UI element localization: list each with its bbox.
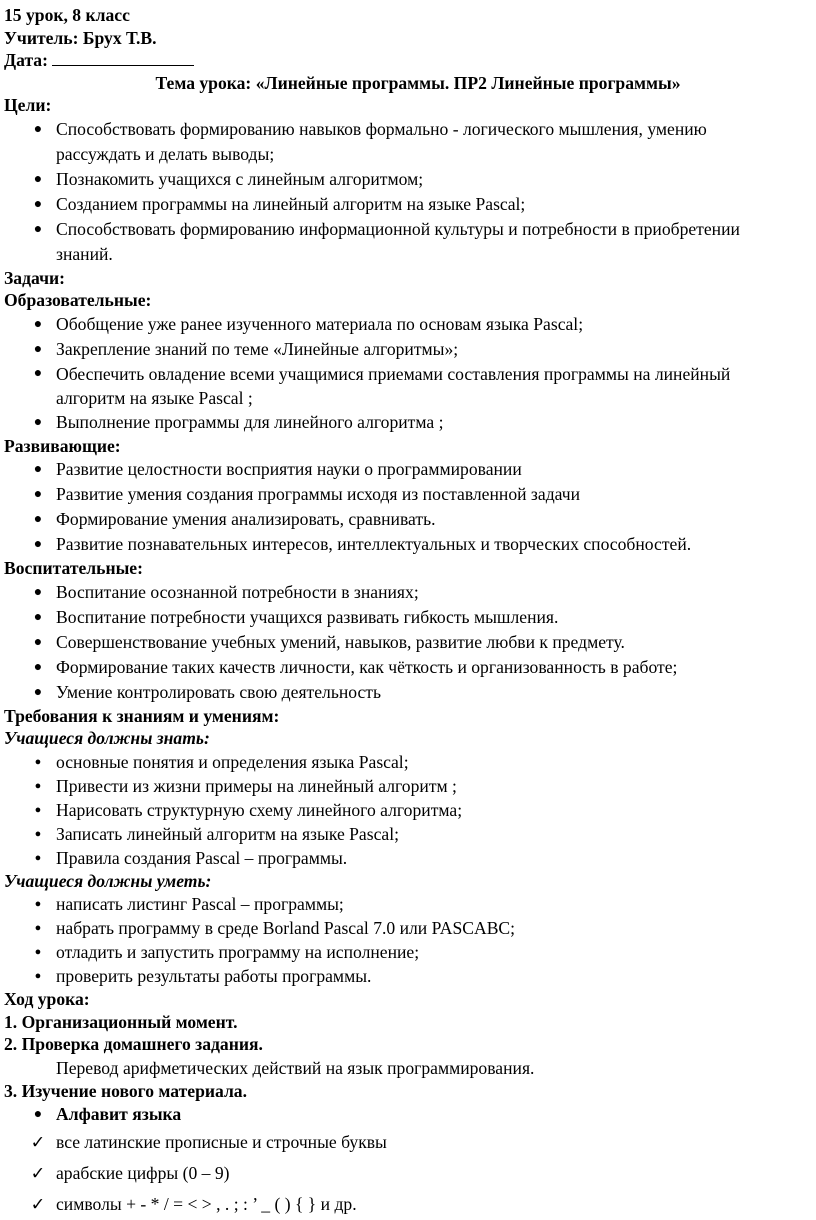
list-item: ● Привести из жизни примеры на линейный алгоритм ; (4, 774, 812, 798)
bullet-icon: ● (33, 584, 43, 600)
list-item: ● Воспитание потребности учащихся развивать гибкость мышления. (4, 605, 812, 630)
list-item: ● Способствовать формированию навыков формально - логического мышления, умению рассуждать и делать выводы; (4, 117, 812, 167)
list-item: ● проверить результаты работы программы. (4, 964, 812, 988)
know-heading: Учащиеся должны знать: (4, 728, 210, 748)
goals-heading: Цели: (4, 95, 52, 115)
bullet-icon: ● (33, 171, 43, 187)
bullet-icon: ● (33, 121, 43, 137)
list-item: ● набрать программу в среде Borland Pascal 7.0 или PASCABC; (4, 916, 812, 940)
list-item: ● Обобщение уже ранее изученного материала по основам языка Pascal; (4, 312, 812, 337)
bullet-icon: ● (33, 512, 43, 527)
list-item: ● Записать линейный алгоритм на языке Pascal; (4, 822, 812, 846)
bullet-icon: ● (33, 414, 43, 430)
list-item: ● написать листинг Pascal – программы; (4, 892, 812, 916)
date-line (4, 49, 812, 72)
list-item: ✓ все латинские прописные и строчные буквы (4, 1127, 812, 1158)
requirements-heading: Требования к знаниям и умениям: (4, 705, 280, 726)
list-item: ● Воспитание осознанной потребности в знаниях; (4, 580, 812, 605)
checkmark-icon: ✓ (30, 1194, 46, 1214)
bullet-icon: ● (33, 1107, 43, 1122)
bullet-icon: ● (33, 365, 43, 381)
alphabet-heading: ● Алфавит языка (4, 1102, 812, 1127)
list-item: ● Формирование умения анализировать, сравнивать. (4, 507, 812, 532)
bullet-icon: ● (34, 970, 42, 982)
developing-list (4, 457, 812, 557)
bullet-icon: ● (34, 827, 42, 840)
bullet-icon: ● (33, 221, 43, 237)
list-item: ● Выполнение программы для линейного алгоритма ; (4, 410, 812, 435)
course-heading: Ход урока: (4, 989, 90, 1009)
list-item: ✓ арабские цифры (0 – 9) (4, 1158, 812, 1189)
list-item: ● Формирование таких качеств личности, как чёткость и организованность в работе; (4, 655, 812, 680)
tasks-heading: Задачи: (4, 267, 65, 288)
bullet-icon: ● (33, 634, 43, 650)
bullet-icon: ● (34, 803, 42, 816)
upbringing-heading: Воспитательные: (4, 558, 143, 578)
bullet-icon: ● (33, 316, 43, 332)
step-organizational: 1. Организационный момент. (4, 1011, 238, 1032)
list-item: ● Развитие умения создания программы исходя из поставленной задачи (4, 482, 812, 507)
bullet-icon: ● (34, 946, 42, 958)
list-item: ● Способствовать формированию информационной культуры и потребности в приобретении знаний. (4, 217, 812, 267)
list-item: ● Развитие целостности восприятия науки о программировании (4, 457, 812, 482)
list-item: ● основные понятия и определения языка Pascal; (4, 750, 812, 774)
list-item: ● Совершенствование учебных умений, навыков, развитие любви к предмету. (4, 630, 812, 655)
goals-list (4, 117, 812, 267)
educational-list (4, 312, 812, 435)
bullet-icon: ● (33, 341, 43, 357)
bullet-icon: ● (34, 851, 42, 864)
list-item: ● Познакомить учащихся с линейным алгоритмом; (4, 167, 812, 192)
homework-text: Перевод арифметических действий на язык программирования. (56, 1057, 535, 1078)
bullet-icon: ● (33, 684, 43, 700)
date-blank (52, 49, 194, 66)
date-label: Дата: (4, 50, 48, 70)
step-homework: 2. Проверка домашнего задания. (4, 1034, 263, 1054)
list-item: ● Правила создания Pascal – программы. (4, 846, 812, 870)
list-item: ● Нарисовать структурную схему линейного алгоритма; (4, 798, 812, 822)
list-item: ● Обеспечить овладение всеми учащимися приемами составления программы на линейный алгоритм на языке Pascal ; (4, 362, 812, 410)
know-list (4, 750, 812, 870)
list-item: ● Закрепление знаний по теме «Линейные алгоритмы»; (4, 337, 812, 362)
bullet-icon: ● (34, 922, 42, 934)
teacher-name: Учитель: Брух Т.В. (4, 27, 157, 48)
bullet-icon: ● (33, 537, 43, 552)
lesson-number: 15 урок, 8 класс (4, 5, 130, 25)
bullet-icon: ● (34, 898, 42, 910)
bullet-icon: ● (33, 609, 43, 625)
developing-heading: Развивающие: (4, 435, 121, 456)
upbringing-list (4, 580, 812, 705)
bullet-icon: ● (33, 196, 43, 212)
list-item: ● Развитие познавательных интересов, интеллектуальных и творческих способностей. (4, 532, 812, 557)
can-heading: Учащиеся должны уметь: (4, 870, 212, 891)
bullet-icon: ● (34, 755, 42, 768)
alphabet-list (4, 1102, 812, 1127)
list-item: ● отладить и запустить программу на исполнение; (4, 940, 812, 964)
list-item: ● Умение контролировать свою деятельность (4, 680, 812, 705)
list-item: ✓ символы + - * / = < > , . ; : ’ _ ( ) { } и др. (4, 1189, 812, 1220)
bullet-icon: ● (33, 462, 43, 477)
lesson-topic: Тема урока: «Линейные программы. ПР2 Линейные программы» (155, 72, 681, 93)
bullet-icon: ● (33, 659, 43, 675)
educational-heading: Образовательные: (4, 290, 152, 310)
can-list (4, 892, 812, 988)
bullet-icon: ● (34, 779, 42, 792)
checkmark-icon: ✓ (30, 1132, 46, 1152)
bullet-icon: ● (33, 487, 43, 502)
alphabet-items (4, 1127, 812, 1220)
list-item: ● Созданием программы на линейный алгоритм на языке Pascal; (4, 192, 812, 217)
step-new-material: 3. Изучение нового материала. (4, 1080, 248, 1101)
checkmark-icon: ✓ (30, 1163, 46, 1183)
